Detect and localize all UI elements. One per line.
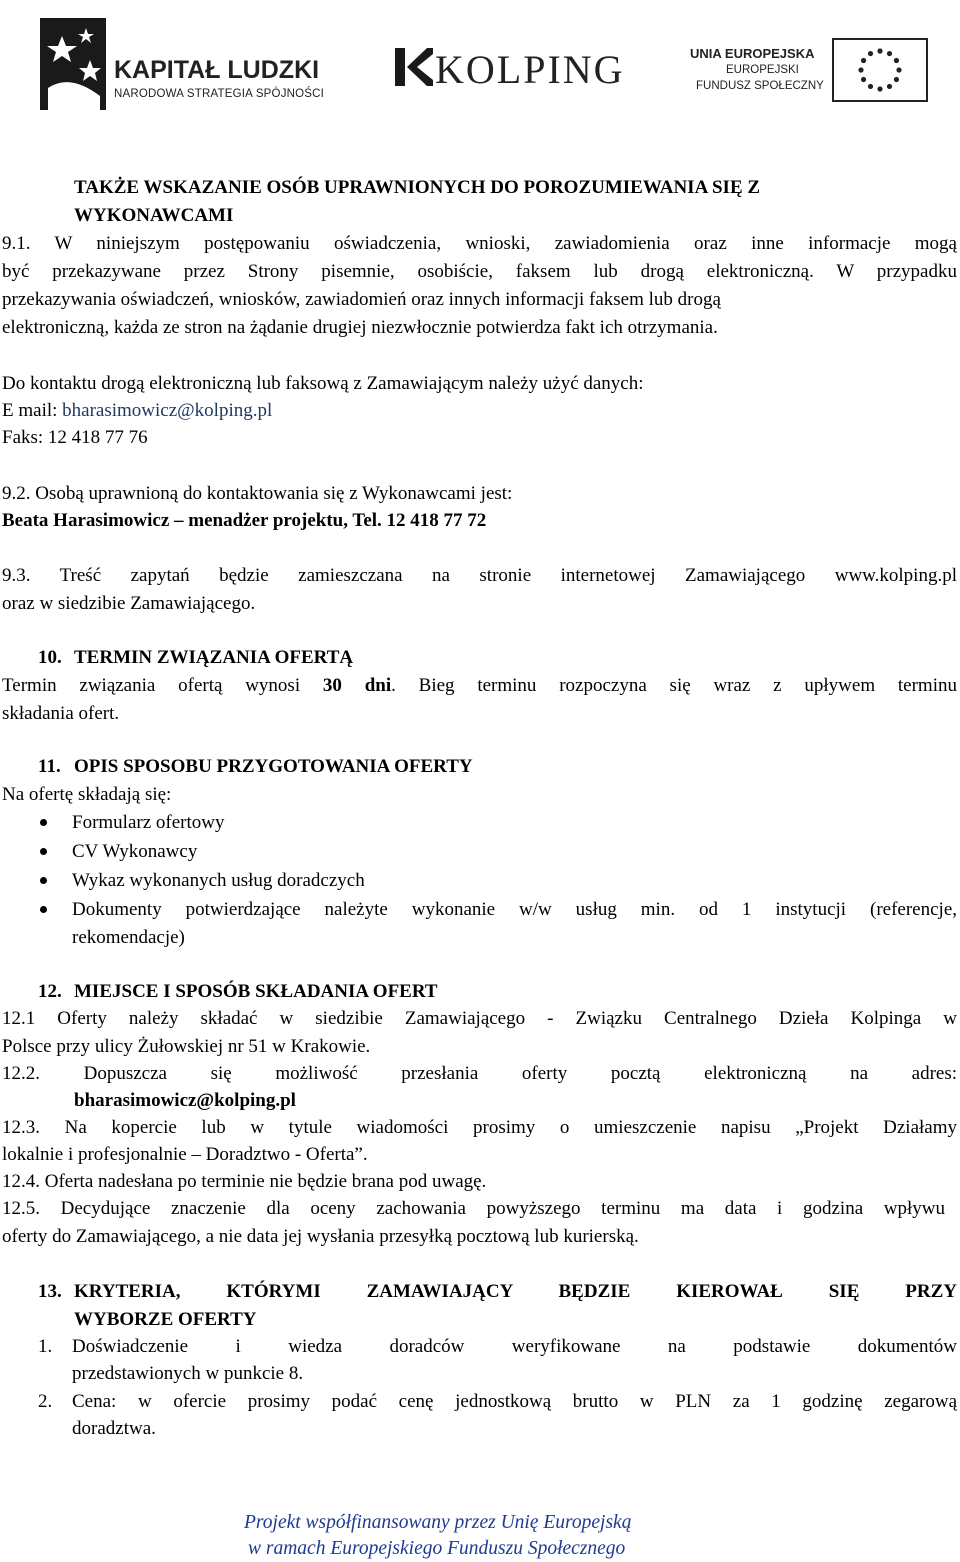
contact-email-link[interactable]: bharasimowicz@kolping.pl — [62, 400, 273, 421]
s12-2-line1: 12.2. Dopuszcza się możliwość przesłania oferty pocztą elektroniczną na adres: — [2, 1063, 957, 1084]
s13-item2-line1: Cena: w ofercie prosimy podać cenę jednostkową brutto w PLN za 1 godzinę zegarową — [72, 1391, 957, 1412]
kolping-k-icon — [393, 44, 433, 90]
s12-1-line1: 12.1 Oferty należy składać w siedzibie Zamawiającego - Związku Centralnego Dzieła Kolpinga w — [2, 1008, 957, 1029]
s12-2-email[interactable]: bharasimowicz@kolping.pl — [74, 1090, 296, 1111]
s11-number: 11. — [38, 756, 61, 777]
s10-number: 10. — [38, 647, 62, 668]
s9-3-line2: oraz w siedzibie Zamawiającego. — [2, 593, 256, 614]
s9-1-line1: 9.1. W niniejszym postępowaniu oświadczenia, wnioski, zawiadomienia oraz inne informacje mogą — [2, 233, 957, 254]
heading-top-line2: WYKONAWCAMI — [74, 205, 234, 226]
eu-star-icon — [894, 77, 899, 82]
kapital-ludzki-emblem-icon — [40, 18, 110, 114]
eu-star-icon — [887, 51, 892, 56]
kolping-wordmark: KOLPING — [435, 47, 625, 92]
s9-1-line4: elektroniczną, każda ze stron na żądanie drugiej niezwłocznie potwierdza fakt ich otrzymania. — [2, 317, 718, 338]
s12-number: 12. — [38, 981, 62, 1002]
s11-title: OPIS SPOSOBU PRZYGOTOWANIA OFERTY — [74, 756, 473, 777]
s11-item-3: Wykaz wykonanych usług doradczych — [72, 870, 365, 891]
eu-star-icon — [887, 84, 892, 89]
eu-star-icon — [861, 58, 866, 63]
kolping-logo — [393, 44, 628, 94]
eu-star-icon — [877, 48, 882, 53]
s11-item-2: CV Wykonawcy — [72, 841, 198, 862]
s9-1-line2: być przekazywane przez Strony pisemnie, osobiście, faksem lub drogą elektroniczną. W przypadku — [2, 261, 957, 282]
contact-intro: Do kontaktu drogą elektroniczną lub faksową z Zamawiającym należy użyć danych: — [2, 373, 644, 394]
s12-3-line1: 12.3. Na kopercie lub w tytule wiadomości prosimy o umieszczenie napisu „Projekt Działamy — [2, 1117, 957, 1138]
contact-email-label: E mail: — [2, 400, 63, 421]
eu-flag-icon — [832, 38, 928, 102]
s12-title: MIEJSCE I SPOSÓB SKŁADANIA OFERT — [74, 981, 438, 1002]
s13-number: 13. — [38, 1281, 62, 1302]
s12-4: 12.4. Oferta nadesłana po terminie nie będzie brana pod uwagę. — [2, 1171, 487, 1192]
s9-2-line1: 9.2. Osobą uprawnioną do kontaktowania się z Wykonawcami jest: — [2, 483, 513, 504]
s11-item-1: Formularz ofertowy — [72, 812, 225, 833]
eu-star-icon — [868, 84, 873, 89]
eu-line2: EUROPEJSKI — [726, 64, 799, 76]
s12-3-line2: lokalnie i profesjonalnie – Doradztwo - Oferta”. — [2, 1144, 368, 1165]
s12-5-line1: 12.5. Decydujące znaczenie dla oceny zachowania powyższego terminu ma data i godzina wpływu — [2, 1198, 945, 1219]
s12-5-line2: oferty do Zamawiającego, a nie data jej wysłania przesyłką pocztową lub kurierską. — [2, 1226, 639, 1247]
contact-email-row — [2, 399, 272, 423]
s9-3-line1: 9.3. Treść zapytań będzie zamieszczana na stronie internetowej Zamawiającego www.kolping.pl — [2, 565, 957, 586]
s13-title-line2: WYBORZE OFERTY — [74, 1309, 257, 1330]
bullet-icon — [40, 848, 47, 855]
eu-star-icon — [861, 77, 866, 82]
s9-2-line2: Beata Harasimowicz – menadżer projektu, Tel. 12 418 77 72 — [2, 510, 487, 531]
kapital-ludzki-title: KAPITAŁ LUDZKI — [114, 56, 320, 84]
eu-star-icon — [858, 67, 863, 72]
s13-title-line1: KRYTERIA, KTÓRYMI ZAMAWIAJĄCY BĘDZIE KIEROWAŁ SIĘ PRZY — [74, 1281, 957, 1302]
footer-line1: Projekt współfinansowany przez Unię Europejską — [244, 1512, 632, 1533]
bullet-icon — [40, 877, 47, 884]
s13-item2-number: 2. — [38, 1391, 53, 1412]
s10-line1-c: . Bieg terminu rozpoczyna się wraz z upływem terminu — [391, 675, 957, 696]
heading-top-line1: TAKŻE WSKAZANIE OSÓB UPRAWNIONYCH DO POROZUMIEWANIA SIĘ Z — [74, 177, 761, 198]
s11-intro: Na ofertę składają się: — [2, 784, 172, 805]
bullet-icon — [40, 819, 47, 826]
s10-title: TERMIN ZWIĄZANIA OFERTĄ — [74, 647, 354, 668]
eu-logo — [690, 38, 930, 104]
s10-line1-days: 30 dni — [322, 675, 392, 696]
s13-item1-line2: przedstawionych w punkcie 8. — [72, 1363, 304, 1384]
s13-item1-number: 1. — [38, 1336, 53, 1357]
eu-line3: FUNDUSZ SPOŁECZNY — [696, 80, 824, 92]
s10-line1 — [2, 674, 957, 698]
s13-item1-line1: Doświadczenie i wiedza doradców weryfikowane na podstawie dokumentów — [72, 1336, 957, 1357]
s11-item-4: Dokumenty potwierdzające należyte wykonanie w/w usług min. od 1 instytucji (referencje, — [72, 899, 957, 920]
s13-item2-line2: doradztwa. — [72, 1418, 156, 1439]
kapital-ludzki-logo — [40, 18, 340, 114]
footer-line2: w ramach Europejskiego Funduszu Społecznego — [248, 1538, 626, 1559]
bullet-icon — [40, 906, 47, 913]
s12-1-line2: Polsce przy ulicy Żułowskiej nr 51 w Krakowie. — [2, 1036, 371, 1057]
kapital-ludzki-subtitle: NARODOWA STRATEGIA SPÓJNOŚCI — [114, 88, 325, 100]
s11-item-4-cont: rekomendacje) — [72, 927, 185, 948]
s9-1-line3: przekazywania oświadczeń, wniosków, zawiadomień oraz innych informacji faksem lub drogą — [2, 289, 721, 310]
eu-star-icon — [877, 86, 882, 91]
s10-line2: składania ofert. — [2, 703, 120, 724]
eu-star-icon — [894, 58, 899, 63]
s10-line1-a: Termin związania ofertą wynosi — [2, 675, 323, 696]
eu-star-icon — [896, 67, 901, 72]
eu-star-icon — [868, 51, 873, 56]
eu-title: UNIA EUROPEJSKA — [690, 46, 815, 61]
contact-fax: Faks: 12 418 77 76 — [2, 427, 148, 448]
